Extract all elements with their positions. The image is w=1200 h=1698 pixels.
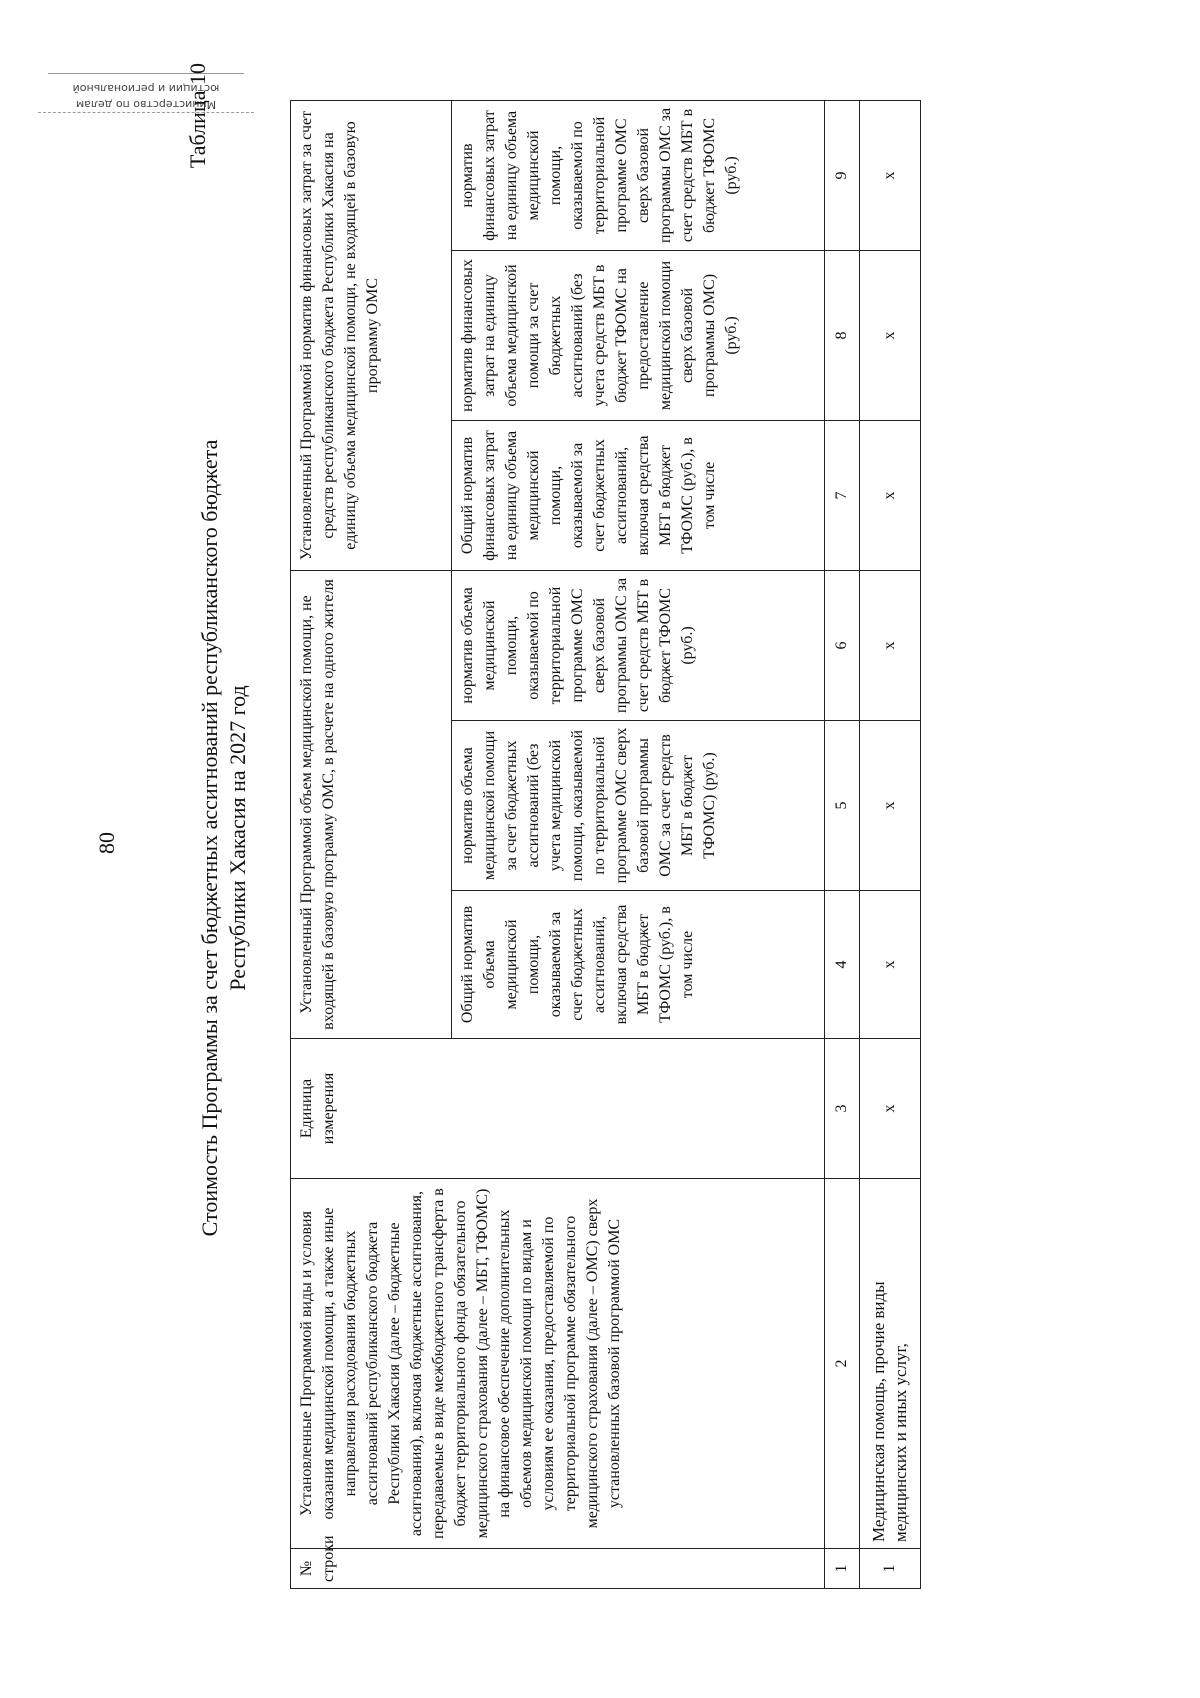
header-col-6: норматив объема медицинской помощи, оказываемой по территориальной программе ОМС сверх базовой программы ОМС за счет средств МБТ в бюджет ТФОМС (руб.) <box>452 570 825 720</box>
table-row <box>860 100 921 1588</box>
page-title-line-2: Республики Хакасия на 2027 год <box>225 685 250 991</box>
column-number: 6 <box>825 570 860 720</box>
column-number: 5 <box>825 721 860 891</box>
header-col-9: норматив финансовых затрат на единицу объема медицинской помощи, оказываемой по территориальной программе ОМС сверх базовой программы ОМС за счет средств МБТ в бюджет ТФОМС (руб.) <box>452 100 825 250</box>
row-number: 1 <box>860 1549 921 1589</box>
column-number: 9 <box>825 100 860 250</box>
column-number: 1 <box>825 1549 860 1589</box>
stamp-line-2: юстиции и региональной <box>72 82 220 95</box>
page-number: 80 <box>94 832 119 854</box>
header-row-groups <box>291 100 452 1588</box>
row-value-col-7: х <box>860 420 921 570</box>
row-value-col-5: х <box>860 721 921 891</box>
header-col-4: Общий норматив объема медицинской помощи, оказываемой за счет бюджетных ассигнований, включая средства МБТ в бюджет ТФОМС (руб.), в том числе <box>452 891 825 1039</box>
header-group-volume: Установленный Программой объем медицинской помощи, не входящей в базовую программу ОМС, в расчете на одного жителя <box>291 570 452 1038</box>
row-value-col-6: х <box>860 570 921 720</box>
table-label: Таблица 10 <box>185 63 210 169</box>
program-cost-table <box>290 100 921 1589</box>
column-number: 3 <box>825 1039 860 1179</box>
header-types: Установленные Программой виды и условия оказания медицинской помощи, а также иные направления расходования бюджетных ассигнований республиканского бюджета Республики Хакасия (далее – бюджетные ассигнования), включая бюджетные ассигнования, передаваемые в виде межбюджетного трансферта в бюджет территориального фонда обязательного медицинского страхования (далее – МБТ, ТФОМС) на финансовое обеспечение дополнительных объемов медицинской помощи по видам и условиям ее оказания, предоставляемой по территориальной программе обязательного медицинского страхования (далее – ОМС) сверх установленных базовой программой ОМС <box>291 1179 825 1549</box>
row-name: Медицинская помощь, прочие виды медицинских и иных услуг, <box>860 1179 921 1549</box>
column-number: 7 <box>825 420 860 570</box>
column-number: 2 <box>825 1179 860 1549</box>
column-number-row <box>825 100 860 1588</box>
page-title-line-1: Стоимость Программы за счет бюджетных ассигнований республиканского бюджета <box>197 439 222 1237</box>
row-value-col-8: х <box>860 250 921 420</box>
row-value-col-4: х <box>860 891 921 1039</box>
row-value-col-9: х <box>860 100 921 250</box>
stamp-line-1: Министерство по делам <box>75 98 217 111</box>
header-col-8: норматив финансовых затрат на единицу объема медицинской помощи за счет бюджетных ассигнований (без учета средств МБТ в бюджет ТФОМС на предоставление медицинской помощи сверх базовой программы ОМС) (руб.) <box>452 250 825 420</box>
header-group-cost: Установленный Программой норматив финансовых затрат за счет средств республиканского бюджета Республики Хакасия на единицу объема медицинской помощи, не входящей в базовую программу ОМС <box>291 100 452 570</box>
column-number: 4 <box>825 891 860 1039</box>
header-col-5: норматив объема медицинской помощи за счет бюджетных ассигнований (без учета медицинской помощи, оказываемой по территориальной программе ОМС сверх базовой программы ОМС за счет средств МБТ в бюджет ТФОМС) (руб.) <box>452 721 825 891</box>
row-unit: х <box>860 1039 921 1179</box>
header-col-7: Общий норматив финансовых затрат на единицу объема медицинской помощи, оказываемой за счет бюджетных ассигнований, включая средства МБТ в бюджет ТФОМС (руб.), в том числе <box>452 420 825 570</box>
header-row-no: № строки <box>291 1549 825 1589</box>
header-unit: Единица измерения <box>291 1039 825 1179</box>
column-number: 8 <box>825 250 860 420</box>
